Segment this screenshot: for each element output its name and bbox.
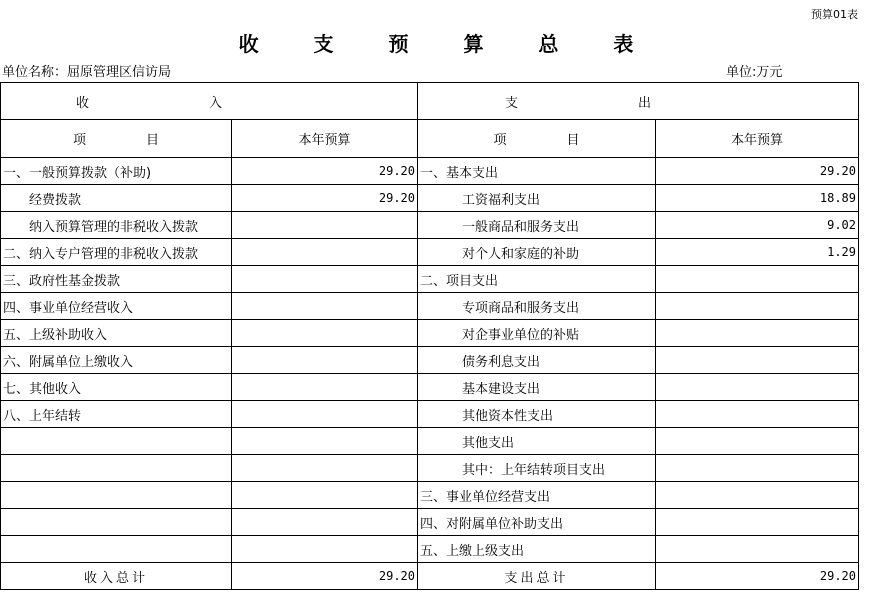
expenditure-item-cell: 三、事业单位经营支出 [418,482,656,509]
table-row [1,293,859,320]
income-budget-cell [232,239,418,266]
income-item-cell: 纳入预算管理的非税收入拨款 [1,212,232,239]
income-budget-cell [232,347,418,374]
expenditure-budget-cell: 18.89 [656,185,859,212]
expenditure-budget-cell [656,320,859,347]
unit-name-label: 单位名称：屈原管理区信访局 [2,65,172,80]
expenditure-budget-cell [656,374,859,401]
expenditure-item-cell: 专项商品和服务支出 [418,293,656,320]
table-row [1,320,859,347]
income-item-cell: 七、其他收入 [1,374,232,401]
table-row [1,536,859,563]
amount-unit-label: 单位:万元 [726,65,783,80]
income-budget-cell: 29.20 [232,185,418,212]
income-item-cell [1,455,232,482]
page-title: 收 支 预 算 总 表 [238,32,658,56]
expenditure-item-cell: 基本建设支出 [418,374,656,401]
income-item-cell [1,428,232,455]
expenditure-budget-cell [656,455,859,482]
income-budget-cell [232,212,418,239]
table-row [1,374,859,401]
income-item-cell: 六、附属单位上缴收入 [1,347,232,374]
income-budget-cell [232,374,418,401]
table-row [1,455,859,482]
income-budget-cell [232,455,418,482]
expenditure-item-cell: 五、上缴上级支出 [418,536,656,563]
expenditure-item-cell: 对企事业单位的补贴 [418,320,656,347]
income-budget-cell [232,509,418,536]
income-budget-cell [232,293,418,320]
table-row [1,158,859,185]
expenditure-item-cell: 其他支出 [418,428,656,455]
expenditure-budget-cell [656,347,859,374]
income-item-cell: 一、一般预算拨款（补助) [1,158,232,185]
expenditure-item-cell: 债务利息支出 [418,347,656,374]
expenditure-total-label: 支出总计 [418,563,656,590]
expenditure-item-cell: 其他资本性支出 [418,401,656,428]
table-row [1,347,859,374]
expenditure-item-cell: 一、基本支出 [418,158,656,185]
income-item-cell: 五、上级补助收入 [1,320,232,347]
table-row [1,239,859,266]
form-code-label: 预算01表 [811,8,858,21]
table-row [1,509,859,536]
table-row [1,401,859,428]
income-item-header: 项目 [1,120,232,158]
expenditure-budget-cell [656,401,859,428]
expenditure-budget-cell [656,482,859,509]
income-item-cell [1,536,232,563]
expenditure-item-cell: 二、项目支出 [418,266,656,293]
expenditure-item-cell: 一般商品和服务支出 [418,212,656,239]
income-item-cell [1,509,232,536]
expenditure-budget-cell: 9.02 [656,212,859,239]
expenditure-item-cell: 其中：上年结转项目支出 [418,455,656,482]
income-item-cell: 三、政府性基金拨款 [1,266,232,293]
expenditure-item-cell: 对个人和家庭的补助 [418,239,656,266]
expenditure-section-header: 支出 [418,83,859,120]
income-budget-cell [232,482,418,509]
table-body [1,83,859,590]
income-total-label: 收入总计 [1,563,232,590]
income-item-cell [1,482,232,509]
expenditure-budget-header: 本年预算 [656,120,859,158]
income-budget-cell [232,320,418,347]
expenditure-budget-cell [656,509,859,536]
income-item-cell: 四、事业单位经营收入 [1,293,232,320]
income-budget-cell [232,266,418,293]
expenditure-total-value: 29.20 [656,563,859,590]
income-budget-cell [232,536,418,563]
expenditure-budget-cell [656,266,859,293]
expenditure-item-header: 项目 [418,120,656,158]
column-header-row [1,120,859,158]
expenditure-budget-cell: 29.20 [656,158,859,185]
income-budget-cell [232,401,418,428]
income-budget-header: 本年预算 [232,120,418,158]
budget-summary-table [0,82,859,590]
income-total-value: 29.20 [232,563,418,590]
income-budget-cell [232,428,418,455]
expenditure-item-cell: 工资福利支出 [418,185,656,212]
income-budget-cell: 29.20 [232,158,418,185]
table-row [1,428,859,455]
income-item-cell: 二、纳入专户管理的非税收入拨款 [1,239,232,266]
totals-row [1,563,859,590]
table-row [1,482,859,509]
expenditure-item-cell: 四、对附属单位补助支出 [418,509,656,536]
expenditure-budget-cell [656,293,859,320]
expenditure-budget-cell: 1.29 [656,239,859,266]
income-section-header: 收入 [1,83,418,120]
expenditure-budget-cell [656,536,859,563]
table-row [1,212,859,239]
income-item-cell: 经费拨款 [1,185,232,212]
expenditure-budget-cell [656,428,859,455]
table-row [1,185,859,212]
table-row [1,266,859,293]
section-header-row [1,83,859,120]
income-item-cell: 八、上年结转 [1,401,232,428]
